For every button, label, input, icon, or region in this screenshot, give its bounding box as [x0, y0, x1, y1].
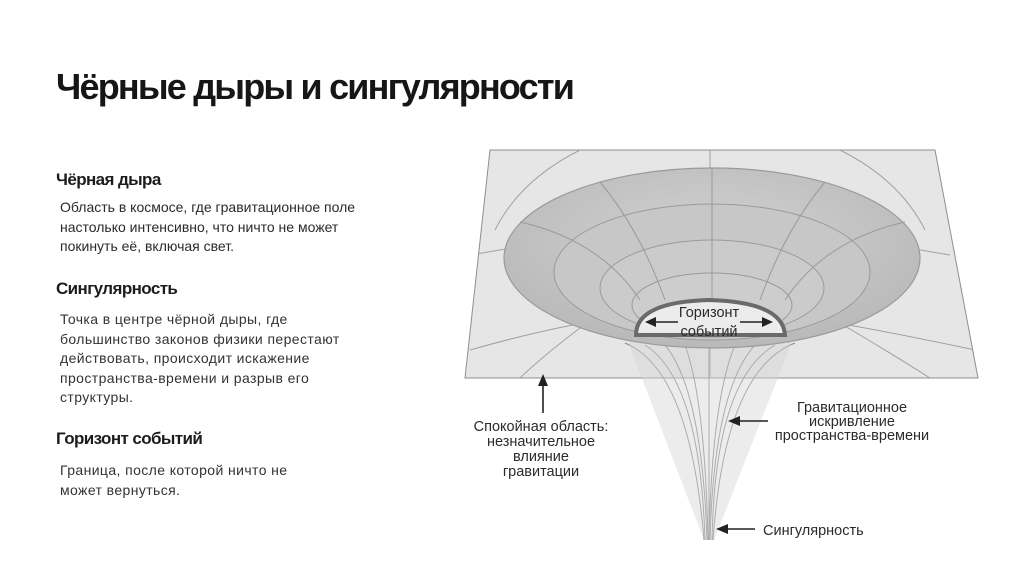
slide-title: Чёрные дыры и сингулярности — [56, 66, 574, 107]
section-heading-event-horizon: Горизонт событий — [56, 429, 203, 448]
horizon-label-line2: событий — [680, 324, 738, 340]
calm-label-line4: гравитации — [502, 464, 580, 480]
curvature-label-line2: искривление — [809, 414, 895, 430]
horizon-label-line1: Горизонт — [678, 305, 740, 321]
calm-label-line3: влияние — [513, 449, 569, 465]
calm-label-line2: незначительное — [486, 434, 596, 450]
section-text-event-horizon: Граница, после которой ничто не может вернуться. — [60, 462, 288, 498]
curvature-label-line3: пространства-времени — [774, 428, 930, 444]
section-text-singularity: Точка в центре чёрной дыры, где большинство законов физики перестают действовать, происходит искажение пространства-времени и разрыв его структуры. — [60, 311, 340, 405]
section-text-black-hole: Область в космосе, где гравитационное поле настолько интенсивно, что ничто не может покинуть её, включая свет. — [60, 199, 356, 254]
singularity-label: Сингулярность — [763, 523, 864, 539]
section-heading-black-hole: Чёрная дыра — [56, 170, 161, 189]
section-heading-singularity: Сингулярность — [56, 279, 178, 298]
funnel-shadow — [628, 342, 792, 540]
curvature-label-line1: Гравитационное — [796, 400, 908, 416]
calm-label-line1: Спокойная область: — [473, 419, 609, 435]
